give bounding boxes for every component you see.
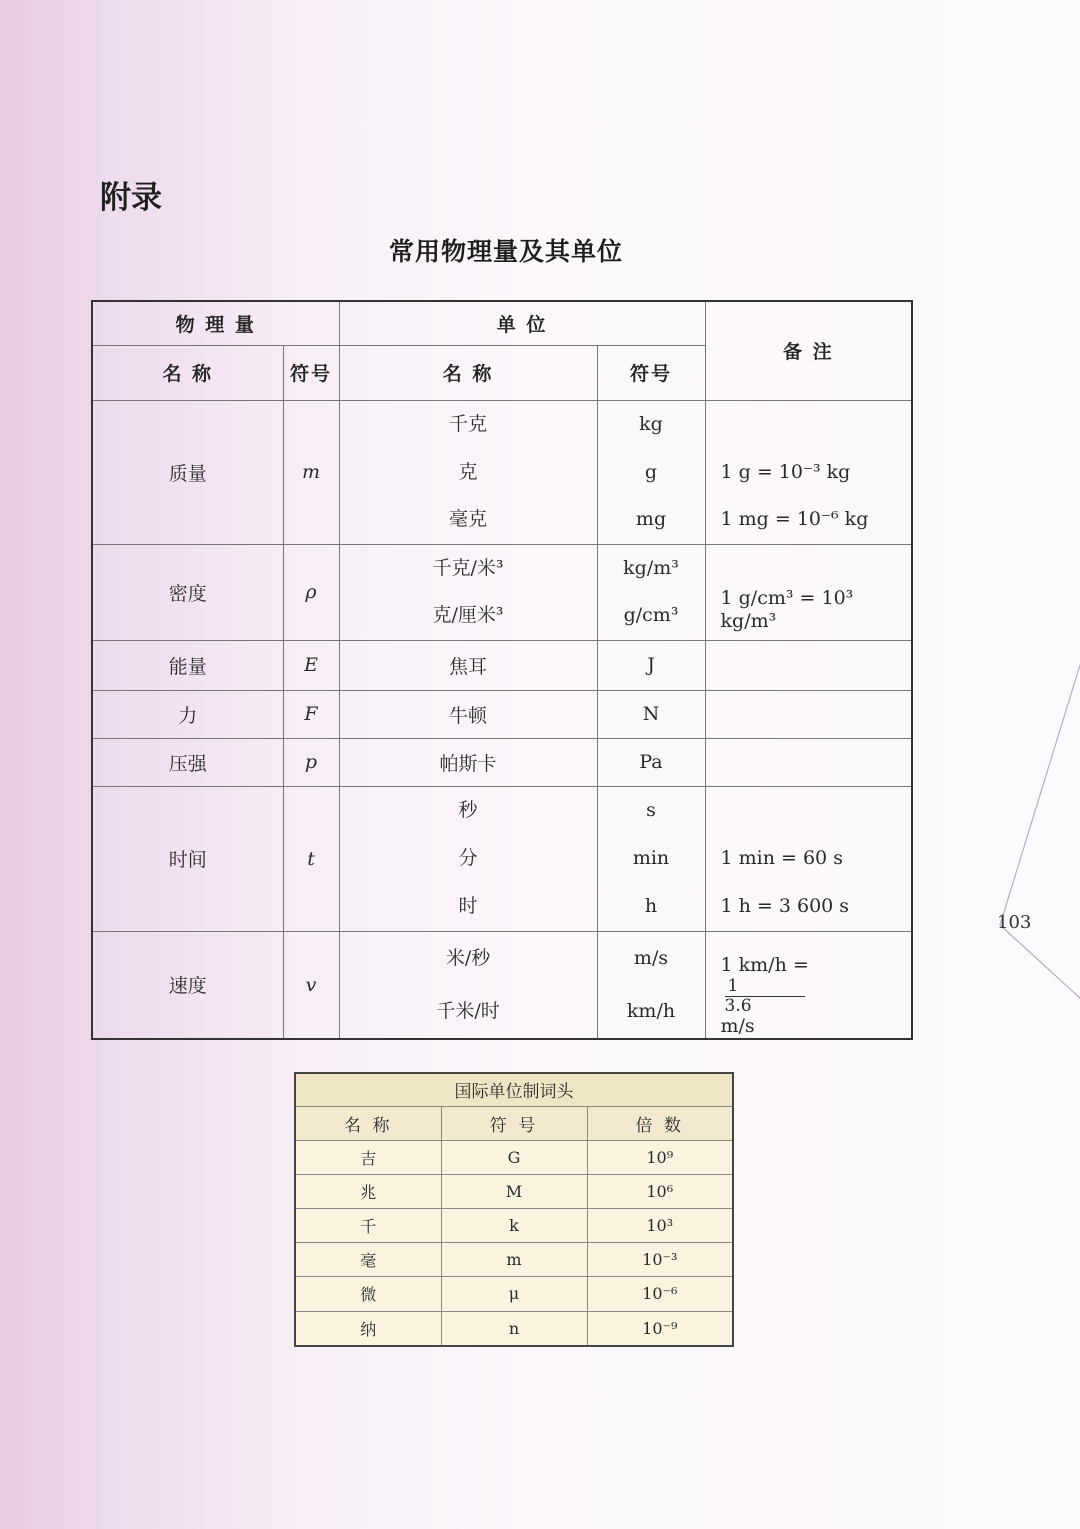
unit-name: 千克/米³ bbox=[432, 556, 504, 579]
quantity-symbol: m bbox=[283, 400, 339, 544]
quantity-name: 压强 bbox=[92, 738, 283, 786]
prefix-name: 兆 bbox=[295, 1174, 441, 1208]
remark: 1 mg = 10⁻⁶ kg bbox=[720, 508, 869, 531]
prefix-symbol: k bbox=[441, 1208, 587, 1242]
quantity-name: 速度 bbox=[92, 931, 283, 1039]
remark: 1 g = 10⁻³ kg bbox=[720, 460, 851, 483]
remark bbox=[705, 738, 912, 786]
formula-lhs: 1 km/h = bbox=[720, 954, 809, 977]
unit-symbol: min bbox=[632, 847, 670, 870]
unit-name: 千米/时 bbox=[436, 1000, 500, 1023]
unit-symbol: mg bbox=[635, 508, 667, 531]
prefix-factor: 10⁻⁹ bbox=[587, 1311, 733, 1346]
quantity-name: 质量 bbox=[92, 400, 283, 544]
unit-name: 分 bbox=[458, 847, 478, 870]
table-row bbox=[92, 400, 912, 544]
prefix-name: 千 bbox=[295, 1208, 441, 1242]
prefix-symbol: G bbox=[441, 1140, 587, 1174]
unit-name: 帕斯卡 bbox=[339, 738, 597, 786]
header-unit-name: 名 称 bbox=[339, 345, 597, 400]
unit-symbol: g bbox=[644, 460, 658, 483]
prefix-factor: 10⁻³ bbox=[587, 1243, 733, 1277]
remark: 1 min = 60 s bbox=[720, 847, 843, 870]
quantity-symbol: F bbox=[283, 690, 339, 738]
table-row bbox=[92, 738, 912, 786]
table-row bbox=[92, 786, 912, 931]
quantity-name: 时间 bbox=[92, 786, 283, 931]
unit-symbol: kg/m³ bbox=[623, 556, 679, 579]
table-row bbox=[92, 931, 912, 1039]
unit-name: 米/秒 bbox=[445, 946, 491, 969]
table-row bbox=[92, 544, 912, 640]
unit-symbol: km/h bbox=[626, 1000, 676, 1023]
table-row bbox=[92, 690, 912, 738]
prefix-header-symbol: 符 号 bbox=[441, 1106, 587, 1140]
header-remark: 备 注 bbox=[705, 301, 912, 400]
formula-rhs: m/s bbox=[720, 1015, 755, 1038]
quantity-name: 力 bbox=[92, 690, 283, 738]
table-row bbox=[295, 1243, 733, 1277]
unit-name: 时 bbox=[458, 895, 478, 918]
prefix-symbol: μ bbox=[441, 1277, 587, 1311]
unit-symbol: s bbox=[646, 799, 656, 822]
prefix-header-name: 名 称 bbox=[295, 1106, 441, 1140]
header-unit-symbol: 符号 bbox=[597, 345, 705, 400]
prefix-name: 毫 bbox=[295, 1243, 441, 1277]
table-row bbox=[295, 1140, 733, 1174]
prefix-symbol: n bbox=[441, 1311, 587, 1346]
unit-symbol: g/cm³ bbox=[623, 604, 679, 627]
quantity-name: 密度 bbox=[92, 544, 283, 640]
remark bbox=[705, 690, 912, 738]
prefix-name: 吉 bbox=[295, 1140, 441, 1174]
prefix-name: 纳 bbox=[295, 1311, 441, 1346]
quantity-symbol: ρ bbox=[283, 544, 339, 640]
quantity-name: 能量 bbox=[92, 640, 283, 690]
physical-quantities-table bbox=[91, 300, 913, 1040]
table-row bbox=[295, 1311, 733, 1346]
quantity-symbol: E bbox=[283, 640, 339, 690]
page-corner-decoration bbox=[985, 660, 1080, 1000]
header-quantity-name: 名 称 bbox=[92, 345, 283, 400]
header-unit: 单 位 bbox=[339, 301, 705, 345]
quantity-symbol: t bbox=[283, 786, 339, 931]
unit-symbol: m/s bbox=[633, 946, 669, 969]
page-number: 103 bbox=[997, 912, 1032, 933]
remark bbox=[705, 640, 912, 690]
unit-name: 牛顿 bbox=[339, 690, 597, 738]
unit-symbol: Pa bbox=[597, 738, 705, 786]
fraction bbox=[725, 977, 805, 1015]
table-row bbox=[295, 1208, 733, 1242]
appendix-title: 附录 bbox=[100, 180, 162, 216]
prefix-table-title: 国际单位制词头 bbox=[295, 1073, 733, 1106]
unit-symbol: J bbox=[597, 640, 705, 690]
remark: 1 g/cm³ = 10³ kg/m³ bbox=[720, 587, 854, 633]
header-quantity-symbol: 符号 bbox=[283, 345, 339, 400]
quantity-symbol: v bbox=[283, 931, 339, 1039]
unit-name: 克/厘米³ bbox=[432, 604, 504, 627]
si-prefix-table bbox=[294, 1072, 734, 1347]
remark bbox=[721, 413, 727, 436]
prefix-factor: 10⁹ bbox=[587, 1140, 733, 1174]
table-row bbox=[92, 640, 912, 690]
unit-name: 克 bbox=[458, 460, 478, 483]
unit-name: 毫克 bbox=[449, 508, 488, 531]
prefix-symbol: M bbox=[441, 1174, 587, 1208]
unit-symbol: N bbox=[597, 690, 705, 738]
prefix-factor: 10⁻⁶ bbox=[587, 1277, 733, 1311]
remark bbox=[721, 799, 727, 822]
table-row bbox=[295, 1277, 733, 1311]
prefix-factor: 10³ bbox=[587, 1208, 733, 1242]
unit-symbol: h bbox=[644, 895, 658, 918]
quantity-symbol: p bbox=[283, 738, 339, 786]
table-row bbox=[295, 1174, 733, 1208]
remark bbox=[721, 551, 727, 574]
remark: 1 h = 3 600 s bbox=[720, 895, 850, 918]
prefix-header-factor: 倍 数 bbox=[587, 1106, 733, 1140]
prefix-name: 微 bbox=[295, 1277, 441, 1311]
prefix-symbol: m bbox=[441, 1243, 587, 1277]
velocity-remark-formula bbox=[721, 954, 809, 1038]
unit-name: 焦耳 bbox=[339, 640, 597, 690]
table-title: 常用物理量及其单位 bbox=[388, 237, 623, 266]
unit-name: 秒 bbox=[458, 799, 478, 822]
fraction-numerator: 1 bbox=[725, 977, 805, 997]
fraction-denominator: 3.6 bbox=[724, 995, 752, 1016]
unit-name: 千克 bbox=[449, 412, 488, 435]
prefix-factor: 10⁶ bbox=[587, 1174, 733, 1208]
unit-symbol: kg bbox=[639, 412, 663, 435]
header-quantity: 物 理 量 bbox=[92, 301, 339, 345]
